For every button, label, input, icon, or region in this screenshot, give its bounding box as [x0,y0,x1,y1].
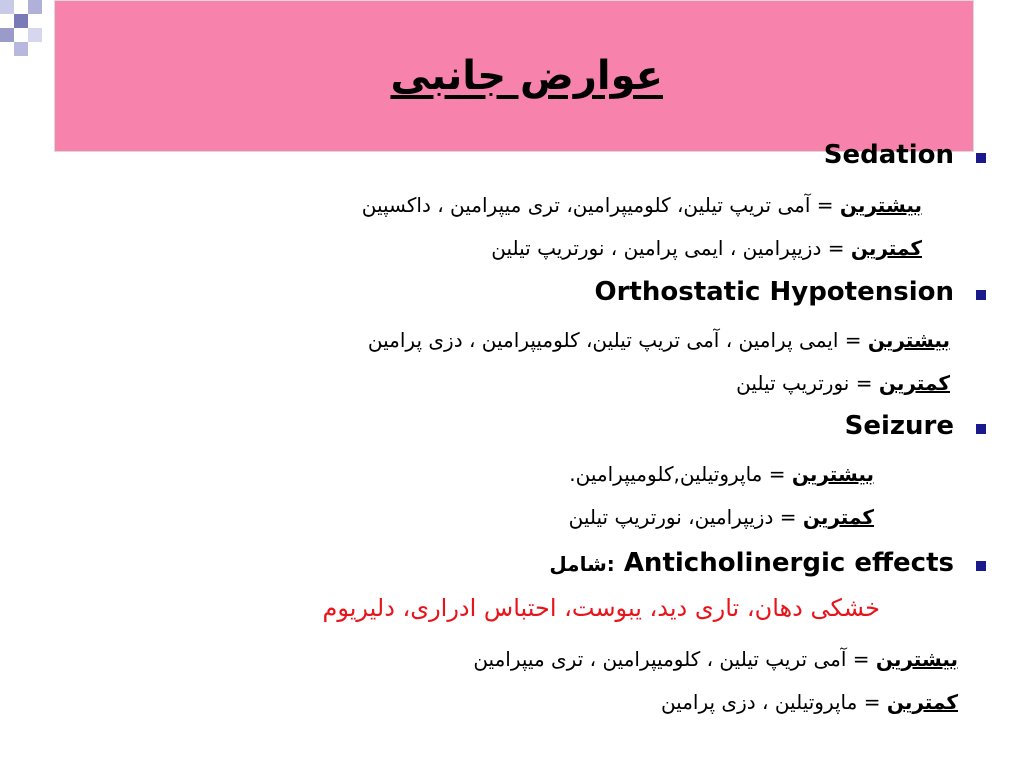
anticholinergic-effects-list: خشکی دهان، تاری دید، یبوست، احتباس ادراری، دلیریوم [322,594,880,622]
section-heading-sedation: Sedation [823,140,954,170]
most-label: بیشترین [875,647,958,671]
orthostatic-most-line [368,328,950,352]
section-heading-seizure: Seizure [844,411,954,441]
least-label: کمترین [886,690,958,714]
anticholinergic-suffix: شامل: [549,552,615,576]
least-text: = دزیپرامین ، ایمی پرامین ، نورتریپ تیلین [491,236,851,260]
sedation-least-line [491,236,922,260]
most-text: = آمی تریپ تیلین، کلومیپرامین، تری میپرامین ، داکسپین [361,193,840,217]
least-label: کمترین [878,371,950,395]
anticholinergic-most-line [473,647,958,671]
bullet-icon [976,153,986,163]
corner-decoration [0,0,60,60]
least-text: = دزیپرامین، نورتریپ تیلین [568,505,803,529]
sedation-most-line [362,193,922,217]
seizure-most-line [569,462,874,486]
least-text: = ماپروتیلین ، دزی پرامین [660,690,887,714]
least-text: = نورتریپ تیلین [736,371,879,395]
seizure-least-line [569,505,874,529]
most-text: = ایمی پرامین ، آمی تریپ تیلین، کلومیپرامین ، دزی پرامین [367,328,868,352]
slide-title: عوارض جانبی [390,53,663,99]
anticholinergic-heading-text: Anticholinergic effects [623,548,954,578]
least-label: کمترین [850,236,922,260]
section-heading-orthostatic: Orthostatic Hypotension [594,277,954,307]
most-label: بیشترین [791,462,874,486]
orthostatic-least-line [736,371,950,395]
bullet-icon [976,561,986,571]
most-label: بیشترین [839,193,922,217]
most-label: بیشترین [867,328,950,352]
title-band [54,0,974,152]
least-label: کمترین [802,505,874,529]
most-text: = ماپروتیلین,کلومیپرامین. [569,462,792,486]
most-text: = آمی تریپ تیلین ، کلومیپرامین ، تری میپرامین [473,647,876,671]
section-heading-anticholinergic [549,548,954,578]
bullet-icon [976,290,986,300]
bullet-icon [976,424,986,434]
anticholinergic-least-line [661,690,958,714]
